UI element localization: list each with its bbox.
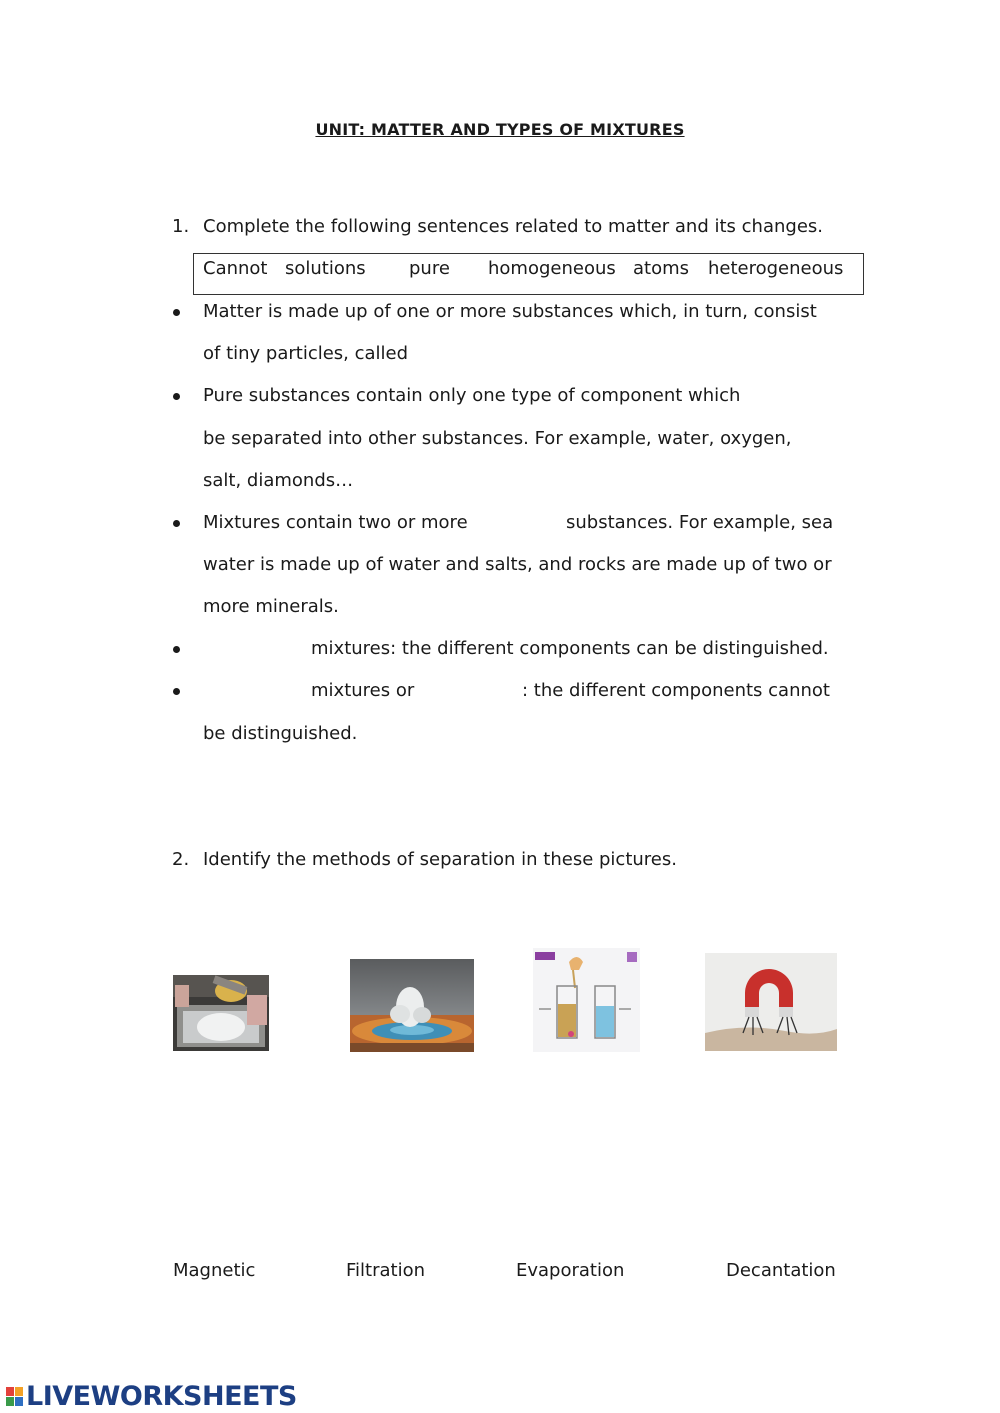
sentence-line: be separated into other substances. For example, water, oxygen,	[203, 428, 792, 449]
logo-text: LIVEWORKSHEETS	[26, 1381, 297, 1412]
geyser-photo	[350, 959, 474, 1052]
word-bank-item: pure	[409, 258, 450, 279]
question-1-prompt: Complete the following sentences related to matter and its changes.	[203, 216, 823, 237]
sentence-line: mixtures: the different components can be distinguished.	[311, 638, 829, 659]
sentence-line: Matter is made up of one or more substances which, in turn, consist	[203, 301, 817, 322]
word-bank-item: heterogeneous	[708, 258, 844, 279]
option-label: Decantation	[726, 1260, 836, 1281]
option-label: Evaporation	[516, 1260, 625, 1281]
question-2-prompt: Identify the methods of separation in these pictures.	[203, 849, 677, 870]
sentence-line: salt, diamonds…	[203, 470, 354, 491]
sentence-line: Mixtures contain two or more	[203, 512, 468, 533]
sentence-line: mixtures or	[311, 680, 415, 701]
word-bank-item: Cannot	[203, 258, 268, 279]
sentence-line: water is made up of water and salts, and rocks are made up of two or	[203, 554, 832, 575]
bullet-icon	[173, 688, 180, 695]
sentence-line: Pure substances contain only one type of component which	[203, 385, 741, 406]
bullet-icon	[173, 309, 180, 316]
option-label: Magnetic	[173, 1260, 256, 1281]
strainer-photo	[173, 975, 269, 1051]
bullet-icon	[173, 393, 180, 400]
question-2-number: 2.	[172, 849, 190, 870]
bullet-icon	[173, 520, 180, 527]
sentence-line: of tiny particles, called	[203, 343, 409, 364]
word-bank-item: atoms	[633, 258, 690, 279]
sentence-line: be distinguished.	[203, 723, 358, 744]
sentence-line: : the different components cannot	[522, 680, 830, 701]
sentence-line: substances. For example, sea	[566, 512, 834, 533]
worksheet-title: UNIT: MATTER AND TYPES OF MIXTURES	[315, 120, 685, 139]
word-bank-item: homogeneous	[488, 258, 616, 279]
bullet-icon	[173, 646, 180, 653]
question-1-number: 1.	[172, 216, 190, 237]
option-label: Filtration	[346, 1260, 426, 1281]
beakers-illustration	[533, 948, 640, 1052]
word-bank-item: solutions	[285, 258, 366, 279]
sentence-line: more minerals.	[203, 596, 339, 617]
magnet-photo	[705, 953, 837, 1051]
logo-mark-icon	[6, 1387, 24, 1407]
